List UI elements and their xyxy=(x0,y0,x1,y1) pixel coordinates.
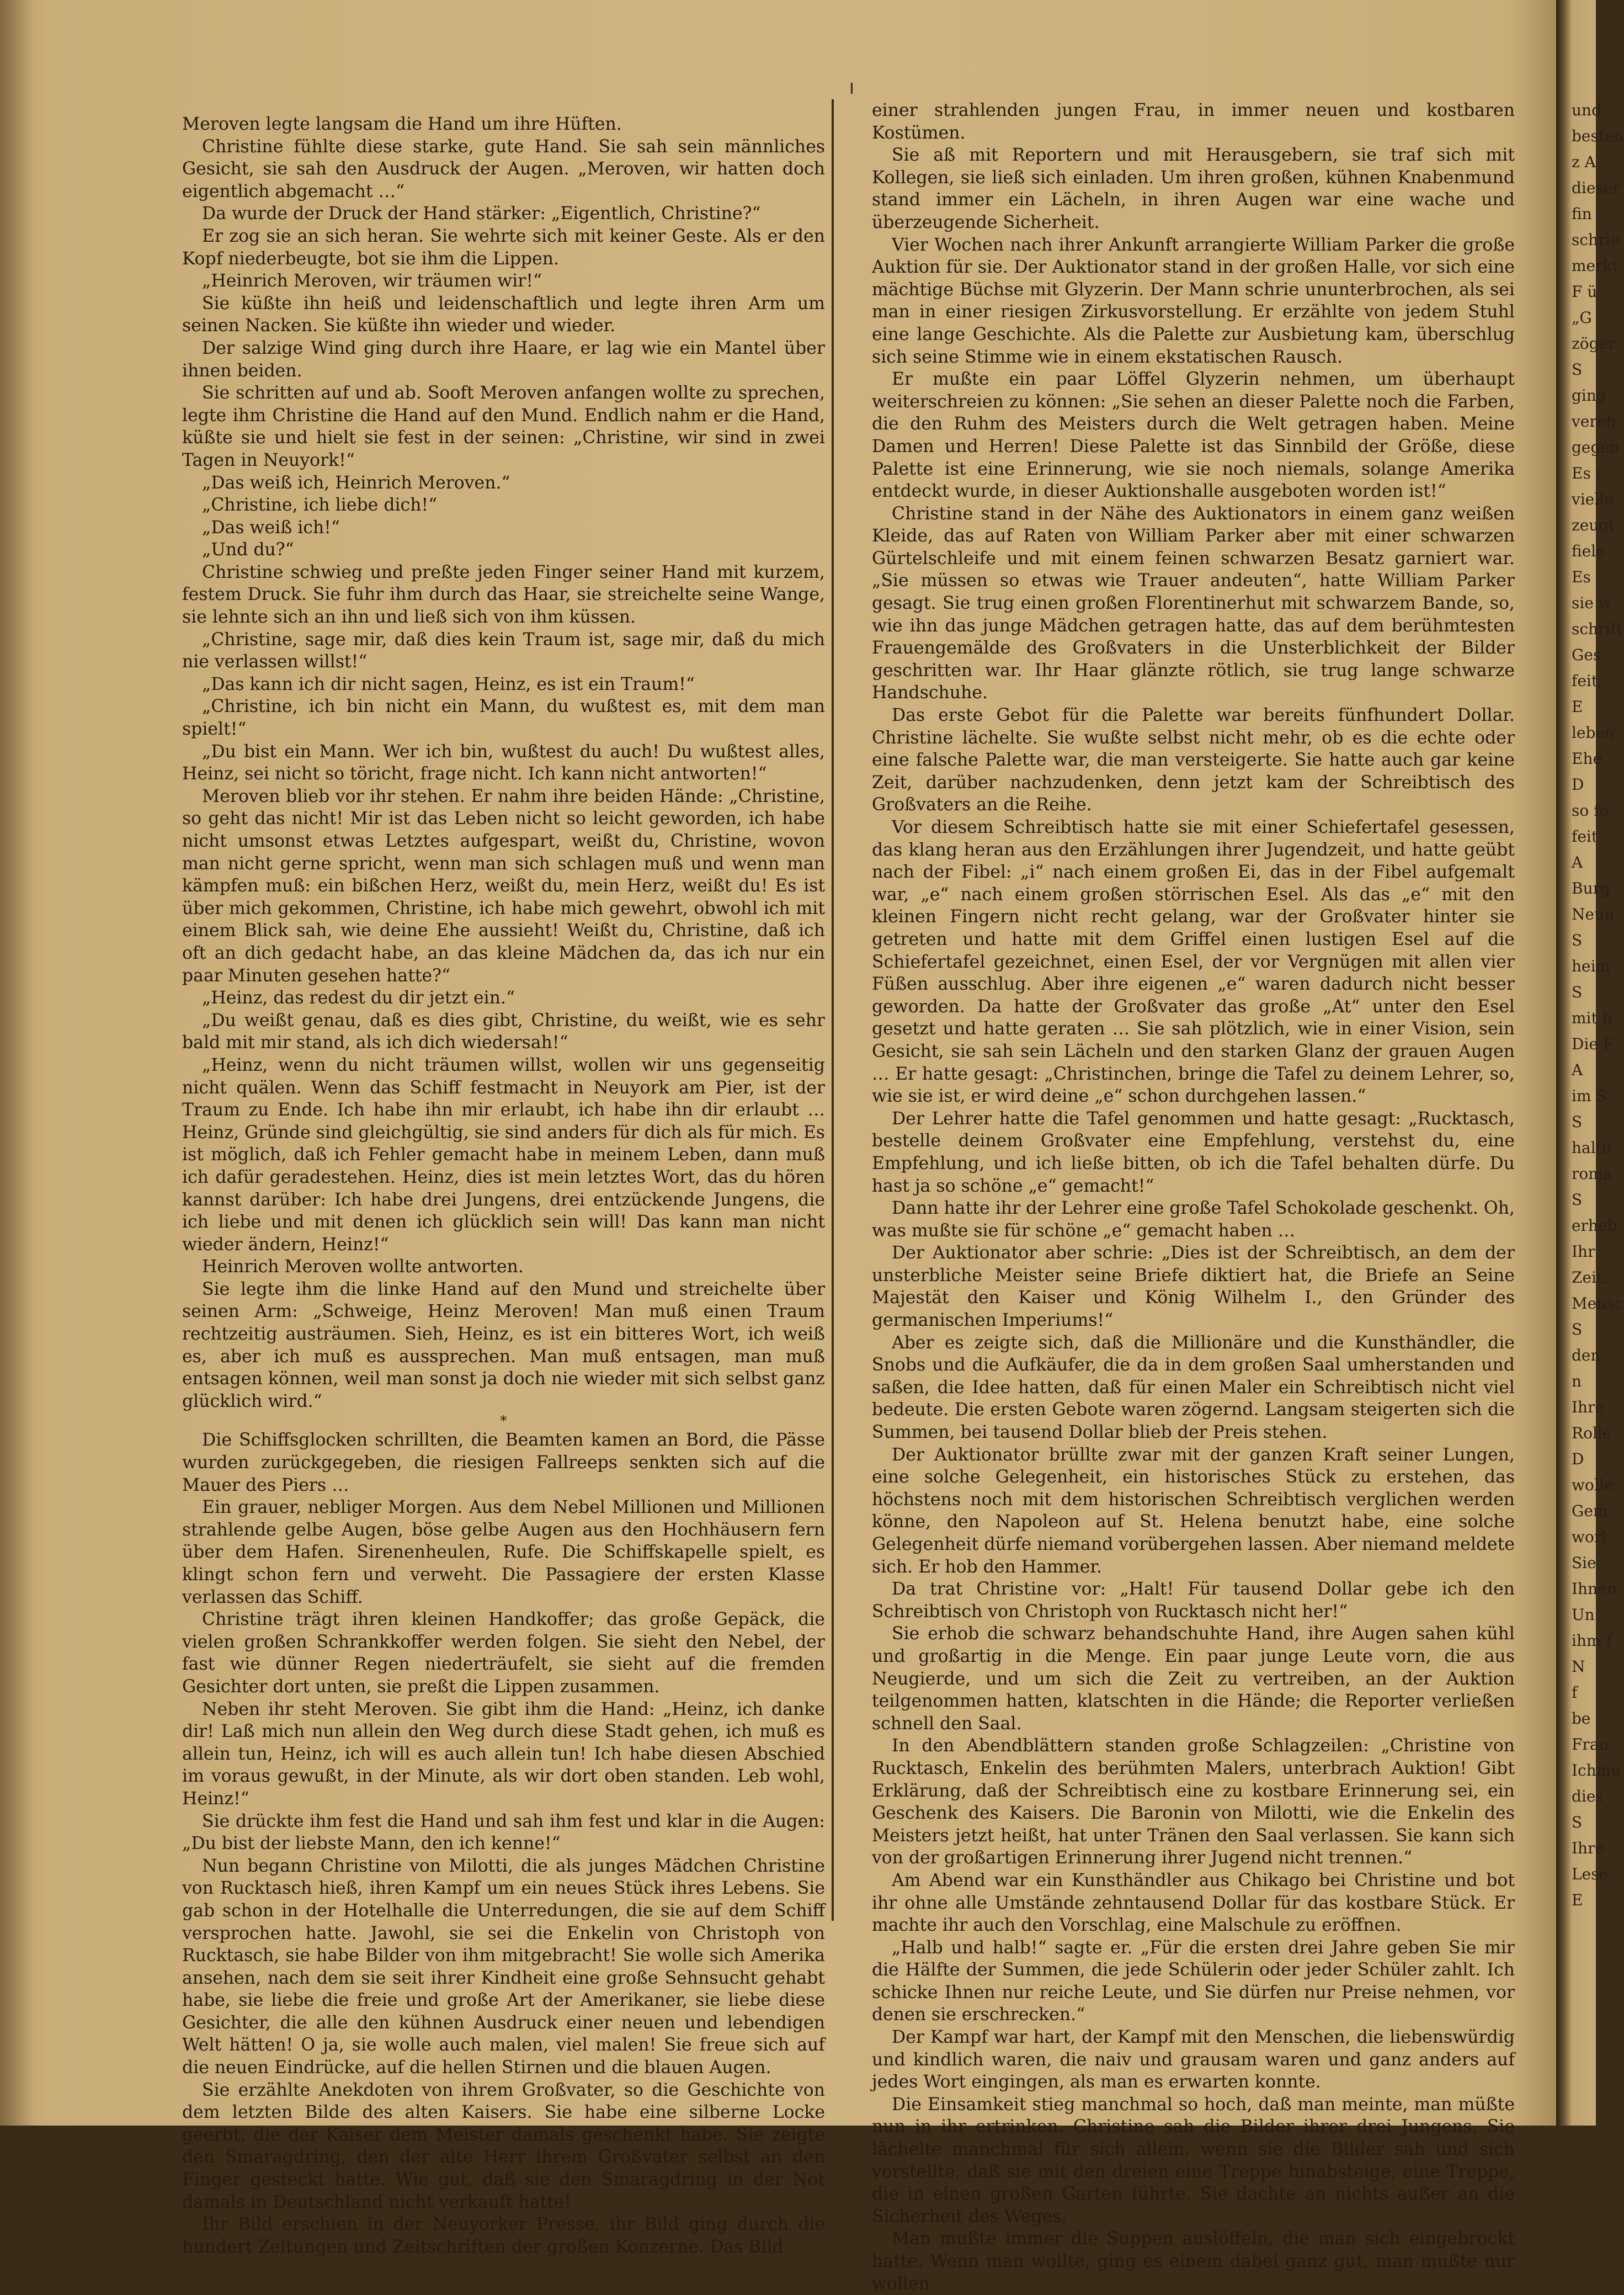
article-paragraph: Heinrich Meroven wollte antworten. xyxy=(202,1257,524,1277)
adjacent-page-fragment: feit xyxy=(1572,827,1598,846)
adjacent-page-fragment: gegen xyxy=(1572,438,1620,456)
article-paragraph: Sie schritten auf und ab. Sooft Meroven anfangen wollte zu sprechen, legte ihm Christine die Hand auf den Mund. Endlich nahm er die Hand, küßte sie und hielt sie fest in der seinen: „Christine, wir sind in zwei Tagen in Neuyork!“ xyxy=(182,383,825,470)
adjacent-page-fragment: zeugi xyxy=(1572,516,1614,534)
adjacent-page-fragment: zöger xyxy=(1572,334,1616,353)
article-paragraph: „Das weiß ich, Heinrich Meroven.“ xyxy=(202,472,510,493)
article-paragraph: Christine stand in der Nähe des Auktionators in einem ganz weißen Kleide, das auf Raten von William Parker aber mit einer schwarzen Gürtelschleife und mit einem feinen schwarzen Besatz garniert war. „Sie müssen so etwas wie Trauer andeuten“, hatte William Parker gesagt. Sie trug einen großen Florentinerhut mit schwarzem Bande, so, wie ihn das junge Mädchen getragen hatte, das auf dem berühmtesten Frauengemälde des Großvaters in die Unsterblichkeit der Bilder geschritten war. Ihr Haar glänzte rötlich, sie trug lange schwarze Handschuhe. xyxy=(872,503,1515,703)
adjacent-page-fragment: Ehe xyxy=(1572,750,1602,768)
adjacent-page-fragment: ging xyxy=(1572,386,1606,405)
article-paragraph: Die Einsamkeit stieg manchmal so hoch, daß man meinte, man müßte nun in ihr ertrinken. Christine sah die Bilder ihrer drei Jungens. Sie lächelte manchmal für sich allein, wenn sie die Bilder sah und sich vorstellte, daß sie mit den dreien eine Treppe hinabsteige, eine Treppe, die in einen großen Garten führte. Sie dachte an nichts außer an die Sicherheit des Weges. xyxy=(872,2094,1515,2227)
adjacent-page-fragment: schrift xyxy=(1572,620,1623,638)
article-paragraph: Sie erhob die schwarz behandschuhte Hand, ihre Augen sahen kühl und großartig in die Menge. Ein paar junge Leute vorn, die aus Neugierde, und um sich die Zeit zu vertreiben, an der Auktion teilgenommen hatten, klatschten in die Hände; die Reporter verließen schnell den Saal. xyxy=(872,1624,1515,1734)
article-paragraph: Christine fühlte diese starke, gute Hand. Sie sah sein männliches Gesicht, sie sah den Ausdruck der Augen. „Meroven, wir hatten doch eigentlich abgemacht …“ xyxy=(182,136,825,201)
article-paragraph: Man mußte immer die Suppen auslöffeln, die man sich eingebrockt hatte. Wenn man wollte, ging es einem dabei ganz gut, man mußte nur wollen xyxy=(872,2229,1515,2294)
article-paragraph: Christine trägt ihren kleinen Handkoffer; das große Gepäck, die vielen großen Schrankkoffer werden folgen. Sie sieht den Nebel, der fast wie dünner Regen niederträufelt, sie sieht auf die fremden Gesichter dort unten, sie preßt die Lippen zusammen. xyxy=(182,1609,825,1697)
adjacent-page-fragment: N xyxy=(1572,1658,1585,1676)
adjacent-page-fragment: Ihnen xyxy=(1572,1580,1617,1598)
article-paragraph: Ein grauer, nebliger Morgen. Aus dem Nebel Millionen und Millionen strahlende gelbe Augen, böse gelbe Augen aus den Hochhäusern fern über dem Hafen. Sirenenheulen, Rufe. Die Schiffskapelle spielt, es klingt schon fern und verweht. Die Passagiere der ersten Klasse verlassen das Schiff. xyxy=(182,1497,825,1607)
article-paragraph: Meroven blieb vor ihr stehen. Er nahm ihre beiden Hände: „Christine, so geht das nicht! Mir ist das Leben nicht so leicht geworden, ich habe nicht umsonst etwas Letztes aufgespart, weißt du, Christine, wovon man nicht gerne spricht, wenn man sich schlagen muß und wenn man kämpfen muß: ein bißchen Herz, weißt du, mein Herz, weißt du! Es ist über mich gekommen, Christine, ich habe mich gewehrt, obwohl ich mit einem Blick sah, wie deine Ehe aussieht! Weißt du, Christine, daß ich oft an dich gedacht habe, an das kleine Mädchen da, das ich nur ein paar Minuten gesehen hatte?“ xyxy=(182,786,825,986)
adjacent-page-fragment: merkt xyxy=(1572,257,1618,275)
adjacent-page-fragment: vereh xyxy=(1572,412,1616,431)
article-paragraph: Der Auktionator brüllte zwar mit der ganzen Kraft seiner Lungen, eine solche Gelegenheit, ein historisches Stück zu erstehen, das höchstens noch mit dem historischen Schreibtisch verglichen werden könne, den Napoleon auf St. Helena benutzt habe, eine solche Gelegenheit dürfe niemand vorübergehen lassen. Aber niemand meldete sich. Er hob den Hammer. xyxy=(872,1444,1515,1577)
adjacent-page-fragment: dieser xyxy=(1572,179,1620,197)
article-paragraph: Vier Wochen nach ihrer Ankunft arrangierte William Parker die große Auktion für sie. Der Auktionator stand in der großen Halle, vor sich eine mächtige Büchse mit Glyzerin. Der Mann schrie ununterbrochen, als sei man in einer riesigen Zirkusvorstellung. Er erzählte von jedem Stuhl eine lange Geschichte. Als die Palette zur Ausbietung kam, überschlug sich seine Stimme wie in einem ekstatischen Rausch. xyxy=(872,235,1515,367)
adjacent-page-fragment: F ü xyxy=(1572,283,1598,301)
adjacent-page-fragment: Ihr xyxy=(1572,1242,1595,1261)
adjacent-page-fragment: Sie xyxy=(1572,1554,1596,1572)
article-paragraph: „Christine, ich liebe dich!“ xyxy=(202,495,438,516)
adjacent-page-fragment: Es i xyxy=(1572,464,1601,482)
article-paragraph: einer strahlenden jungen Frau, in immer neuen und kostbaren Kostümen. xyxy=(872,100,1515,143)
binding-shadow xyxy=(0,0,33,2126)
article-paragraph: Dann hatte ihr der Lehrer eine große Tafel Schokolade geschenkt. Oh, was mußte sie für schöne „e“ gemacht haben … xyxy=(872,1198,1515,1241)
column-rule xyxy=(832,99,834,1921)
adjacent-page-fragment: worl xyxy=(1572,1528,1607,1546)
adjacent-page-fragment: Gem xyxy=(1572,1502,1608,1520)
adjacent-page-fragment: Un xyxy=(1572,1606,1595,1624)
adjacent-page-fragment: haltu xyxy=(1572,1139,1612,1157)
article-paragraph: Am Abend war ein Kunsthändler aus Chikago bei Christine und bot ihr ohne alle Umstände zehntausend Dollar für das kostbare Stück. Er machte ihr auch den Vorschlag, eine Malschule zu eröffnen. xyxy=(872,1870,1515,1936)
article-paragraph: Die Schiffsglocken schrillten, die Beamten kamen an Bord, die Pässe wurden zurückgegeben, die riesigen Fallreeps senkten sich auf die Mauer des Piers … xyxy=(182,1430,825,1495)
article-paragraph: Er mußte ein paar Löffel Glyzerin nehmen, um überhaupt weiterschreien zu können: „Sie sehen an dieser Palette noch die Farben, die den Ruhm des Meisters durch die Welt getragen haben. Meine Damen und Herren! Diese Palette ist das Sinnbild der Größe, diese Palette ist eine Erinnerung, wie sie noch niemals, solange Amerika entdeckt wurde, in dieser Auktionshalle ausgeboten worden ist!“ xyxy=(872,369,1515,502)
adjacent-page-fragment: besten xyxy=(1572,127,1624,145)
adjacent-page-fragment: vielle xyxy=(1572,490,1614,508)
adjacent-page-fragment: f xyxy=(1572,1683,1578,1702)
article-paragraph: Sie legte ihm die linke Hand auf den Mund und streichelte über seinen Arm: „Schweige, Heinz Meroven! Man muß einen Traum rechtzeitig austräumen. Sieh, Heinz, es ist ein bitteres Wort, ich weiß es, aber ich muß es aussprechen. Man muß entsagen, man muß entsagen können, weil man sonst ja doch nie wieder mit sich selbst ganz glücklich wird.“ xyxy=(182,1279,825,1411)
adjacent-page-fragment: D xyxy=(1572,775,1584,794)
article-paragraph: „Halb und halb!“ sagte er. „Für die ersten drei Jahre geben Sie mir die Hälfte der Summen, die jede Schülerin oder jeder Schüler zahlt. Ich schicke Ihnen nur reiche Leute, und Sie dürfen nur Preise nehmen, vor denen sie erschrecken.“ xyxy=(872,1937,1515,2025)
adjacent-page-fragment: be xyxy=(1572,1709,1591,1728)
adjacent-page-fragment: S xyxy=(1572,983,1583,1001)
adjacent-page-fragment: S xyxy=(1572,1113,1583,1131)
article-paragraph: Er zog sie an sich heran. Sie wehrte sich mit keiner Geste. Als er den Kopf niederbeugte, bot sie ihm die Lippen. xyxy=(182,226,825,269)
left-column-text-after xyxy=(182,1429,825,2258)
adjacent-page-fragment: Es xyxy=(1572,568,1591,586)
adjacent-page-fragment: Neun xyxy=(1572,905,1615,923)
adjacent-page-fragment: „G xyxy=(1572,309,1592,327)
article-paragraph: Das erste Gebot für die Palette war bereits fünfhundert Dollar. Christine lächelte. Sie wußte selbst nicht mehr, ob es die echte oder eine falsche Palette war, die man versteigerte. Sie hatte auch gar keine Zeit, darüber nachzudenken, denn jetzt kam der Schreibtisch des Großvaters an die Reihe. xyxy=(872,705,1515,815)
adjacent-page-fragment: den xyxy=(1572,1346,1601,1364)
article-paragraph: Neben ihr steht Meroven. Sie gibt ihm die Hand: „Heinz, ich danke dir! Laß mich nun allein den Weg durch diese Stadt gehen, ich muß es allein tun, Heinz, ich will es auch allein tun! Ich habe diesen Abschied im voraus gewußt, in der Minute, als wir dort oben standen. Leb wohl, Heinz!“ xyxy=(182,1699,825,1809)
left-column xyxy=(182,113,825,2257)
adjacent-page-fragment: sie w xyxy=(1572,594,1612,612)
adjacent-page-fragment: roma xyxy=(1572,1165,1612,1183)
article-paragraph: Sie drückte ihm fest die Hand und sah ihm fest und klar in die Augen: „Du bist der liebste Mann, den ich kenne!“ xyxy=(182,1811,825,1854)
article-paragraph: Der Kampf war hart, der Kampf mit den Menschen, die liebenswürdig und kindlich waren, die naiv und grausam waren und ganz anders auf jedes Wort eingingen, als man es erwarten konnte. xyxy=(872,2027,1515,2092)
adjacent-page-fragment: Ges xyxy=(1572,646,1601,664)
adjacent-page-fragment: S xyxy=(1572,1320,1583,1338)
article-paragraph: In den Abendblättern standen große Schlagzeilen: „Christine von Rucktasch, Enkelin des berühmten Malers, unterbrach Auktion! Gibt Erklärung, daß der Schreibtisch eine zu kostbare Erinnerung sei, ein Geschenk des Kaisers. Die Baronin von Milotti, wie die Enkelin des Meisters jetzt heißt, hat unter Tränen den Saal verlassen. Sie kann sich von der großartigen Erinnerung ihrer Jugend nicht trennen.“ xyxy=(872,1736,1515,1868)
article-paragraph: Sie erzählte Anekdoten von ihrem Großvater, so die Geschichte von dem letzten Bilde des alten Kaisers. Sie habe eine silberne Locke geerbt, die der Kaiser dem Meister damals geschenkt habe. Sie zeigte den Smaragdring, den der alte Herr ihrem Großvater selbst an den Finger gesteckt hatte. Wie gut, daß sie den Smaragdring in der Not damals in Deutschland nicht verkauft hatte! xyxy=(182,2080,825,2212)
article-paragraph: Sie aß mit Reportern und mit Herausgebern, sie traf sich mit Kollegen, sie ließ sich einladen. Um ihren großen, kühnen Knabenmund stand immer ein Lächeln, in ihren Augen war eine wache und überzeugende Sicherheit. xyxy=(872,145,1515,232)
article-paragraph: Sie küßte ihn heiß und leidenschaftlich und legte ihren Arm um seinen Nacken. Sie küßte ihn wieder und wieder. xyxy=(182,293,825,336)
adjacent-page-fragment: S xyxy=(1572,1191,1583,1209)
article-paragraph: Meroven legte langsam die Hand um ihre Hüften. xyxy=(182,114,622,134)
article-paragraph: „Heinz, wenn du nicht träumen willst, wollen wir uns gegenseitig nicht quälen. Wenn das Schiff festmacht in Neuyork am Pier, ist der Traum zu Ende. Ich habe ihn mir erlaubt, ich habe ihn dir erlaubt … Heinz, Gründe sind gleichgültig, sie sind anders für dich als für mich. Es ist möglich, daß ich Fehler gemacht habe in meinem Leben, dann muß ich dafür geradestehen. Heinz, dies ist mein letztes Wort, das du hören kannst darüber: Ich habe drei Jungens, drei entzückende Jungens, die ich liebe und mit denen ich glücklich sein will! Das kann man nicht wieder ändern, Heinz!“ xyxy=(182,1055,825,1255)
adjacent-page-fragment: wolle xyxy=(1572,1476,1614,1494)
adjacent-page-fragment: S xyxy=(1572,931,1583,949)
adjacent-page-fragment: fiele xyxy=(1572,542,1605,560)
adjacent-page-fragment: Mensc xyxy=(1572,1294,1623,1313)
adjacent-page-fragment: S xyxy=(1572,1813,1583,1831)
adjacent-page-fragment: Rolle xyxy=(1572,1424,1612,1442)
adjacent-page-fragment: z A xyxy=(1572,153,1596,171)
adjacent-page-fragment: erheb xyxy=(1572,1216,1617,1235)
adjacent-page-fragment: A xyxy=(1572,853,1583,872)
article-paragraph: Nun begann Christine von Milotti, die als junges Mädchen Christine von Rucktasch hieß, ihren Kampf um ein neues Stück ihres Lebens. Sie gab schon in der Hotelhalle die Unterredungen, die sie auf dem Schiff versprochen hatte. Jawohl, sie sei die Enkelin von Christoph von Rucktasch, sie habe Bilder von ihm mitgebracht! Sie wolle sich Amerika ansehen, nach dem sie seit ihrer Kindheit eine große Sehnsucht gehabt habe, sie liebe die freie und große Art der Amerikaner, sie liebe diese Gesichter, die alle den kühnen Ausdruck einer neuen und lebendigen Welt hätten! O ja, sie wolle auch malen, viel malen! Sie freue sich auf die neuen Eindrücke, auf die hellen Stirnen und die blauen Augen. xyxy=(182,1856,825,2078)
article-paragraph: Der Auktionator aber schrie: „Dies ist der Schreibtisch, an dem der unsterbliche Meister seine Briefe diktiert hat, die Briefe an Seine Majestät den Kaiser und König Wilhelm I., den Gründer des germanischen Imperiums!“ xyxy=(872,1243,1515,1331)
article-paragraph: Aber es zeigte sich, daß die Millionäre und die Kunsthändler, die Snobs und die Aufkäufer, die da in dem großen Saal umherstanden und saßen, die Idee hatten, daß für einen Maler ein Schreibtisch nicht viel bedeute. Die ersten Gebote waren zögernd. Langsam steigerten sich die Summen, bei tausend Dollar blieb der Preis stehen. xyxy=(872,1332,1515,1443)
adjacent-page-fragment: Zeit, xyxy=(1572,1268,1608,1287)
article-paragraph: „Christine, ich bin nicht ein Mann, du wußtest es, mit dem man spielt!“ xyxy=(182,697,825,740)
article-paragraph: Christine schwieg und preßte jeden Finger seiner Hand mit kurzem, festem Druck. Sie fuhr ihm durch das Haar, sie streichelte seine Wange, sie lehnte sich an ihn und ließ sich von ihm küssen. xyxy=(182,562,825,628)
article-paragraph: Der salzige Wind ging durch ihre Haare, er lag wie ein Mantel über ihnen beiden. xyxy=(182,338,825,381)
left-column-text xyxy=(182,113,825,1412)
adjacent-page-fragment: n xyxy=(1572,1372,1582,1390)
adjacent-page-fragment: ihm f xyxy=(1572,1632,1612,1650)
article-paragraph: „Christine, sage mir, daß dies kein Traum ist, sage mir, daß du mich nie verlassen willst!“ xyxy=(182,629,825,672)
article-paragraph: Da trat Christine vor: „Halt! Für tausend Dollar gebe ich den Schreibtisch von Christoph von Rucktasch nicht her!“ xyxy=(872,1579,1515,1622)
adjacent-page-fragment: feit, xyxy=(1572,672,1603,690)
adjacent-page-fragment: E xyxy=(1572,698,1583,716)
adjacent-page-fragment: Lese xyxy=(1572,1865,1609,1883)
adjacent-page-fragment: leben xyxy=(1572,724,1615,742)
adjacent-page-fragment: Ichmu xyxy=(1572,1761,1621,1779)
adjacent-page-fragment: Die F xyxy=(1572,1035,1614,1053)
article-paragraph: „Du weißt genau, daß es dies gibt, Christine, du weißt, wie es sehr bald mit mir stand, als ich dich wiedersah!“ xyxy=(182,1010,825,1053)
adjacent-page-fragment: im S xyxy=(1572,1087,1607,1105)
article-paragraph: Der Lehrer hatte die Tafel genommen und hatte gesagt: „Rucktasch, bestelle deinem Großvater eine Empfehlung, verstehst du, eine Empfehlung, und ich ließe bitten, ob ich die Tafel behalten dürfe. Du hast ja so schöne „e“ gemacht!“ xyxy=(872,1108,1515,1196)
article-paragraph: „Und du?“ xyxy=(202,540,294,560)
article-paragraph: Vor diesem Schreibtisch hatte sie mit einer Schiefertafel gesessen, das klang heran aus den Erzählungen ihrer Jugendzeit, und hatte geübt nach der Fibel: „i“ nach einem großen Ei, das in der Fibel aufgemalt war, „e“ nach einem großen störrischen Esel. Als das „e“ mit den kleinen Fingern nicht recht gelang, war der Großvater hinter sie getreten und hatte mit dem Griffel einen lustigen Esel auf die Schiefertafel gezeichnet, einen Esel, der vor Vergnügen mit allen vier Füßen ausschlug. Aber ihre eigenen „e“ waren dadurch nicht besser geworden. Da hatte der Großvater das große „At“ unter den Esel gesetzt und hatte geraten … Sie sah plötzlich, wie in einer Vision, sein Gesicht, sie sah sein Lächeln und den starken Glanz der grauen Augen … Er hatte gesagt: „Christinchen, bringe die Tafel zu deinem Lehrer, so, wie sie ist, er wird deine „e“ schon durchgehen lassen.“ xyxy=(872,817,1515,1107)
column-rule-top xyxy=(851,83,853,94)
section-separator: * xyxy=(500,1413,507,1429)
adjacent-page-fragment: Ihre xyxy=(1572,1839,1605,1857)
adjacent-page-fragment: und xyxy=(1572,101,1601,119)
article-paragraph: Ihr Bild erschien in der Neuyorker Presse, ihr Bild ging durch die hundert Zeitungen und Zeitschriften der großen Konzerne. Das Bild xyxy=(182,2214,825,2257)
adjacent-page-fragment: D xyxy=(1572,1450,1584,1468)
right-column xyxy=(872,99,1515,2294)
adjacent-page-fragment: A xyxy=(1572,1061,1583,1079)
adjacent-page-fragment: S xyxy=(1572,360,1583,379)
adjacent-page-fragment: mit b xyxy=(1572,1009,1612,1027)
adjacent-page-fragment: so fe xyxy=(1572,801,1609,820)
article-paragraph: „Das weiß ich!“ xyxy=(202,517,340,538)
adjacent-page-fragment: Ihre xyxy=(1572,1398,1605,1416)
adjacent-page-edge xyxy=(1556,0,1624,2126)
adjacent-page-fragment: Burg xyxy=(1572,879,1610,897)
article-paragraph: „Heinrich Meroven, wir träumen wir!“ xyxy=(202,271,542,291)
article-paragraph: „Du bist ein Mann. Wer ich bin, wußtest du auch! Du wußtest alles, Heinz, sei nicht so töricht, frage nicht. Ich kann nicht antworten!“ xyxy=(182,741,825,784)
adjacent-page-fragment: E xyxy=(1572,1891,1583,1909)
adjacent-page-fragment: fin xyxy=(1572,205,1592,223)
article-paragraph: Da wurde der Druck der Hand stärker: „Eigentlich, Christine?“ xyxy=(202,204,761,224)
adjacent-page-fragment: Frau xyxy=(1572,1735,1609,1754)
article-paragraph: „Das kann ich dir nicht sagen, Heinz, es ist ein Traum!“ xyxy=(202,674,695,694)
right-column-text xyxy=(872,99,1515,2295)
adjacent-page-fragment: dies xyxy=(1572,1787,1604,1805)
article-paragraph: „Heinz, das redest du dir jetzt ein.“ xyxy=(202,988,515,1008)
adjacent-page-fragment: heim xyxy=(1572,957,1611,975)
adjacent-page-fragment: schrie xyxy=(1572,231,1620,249)
